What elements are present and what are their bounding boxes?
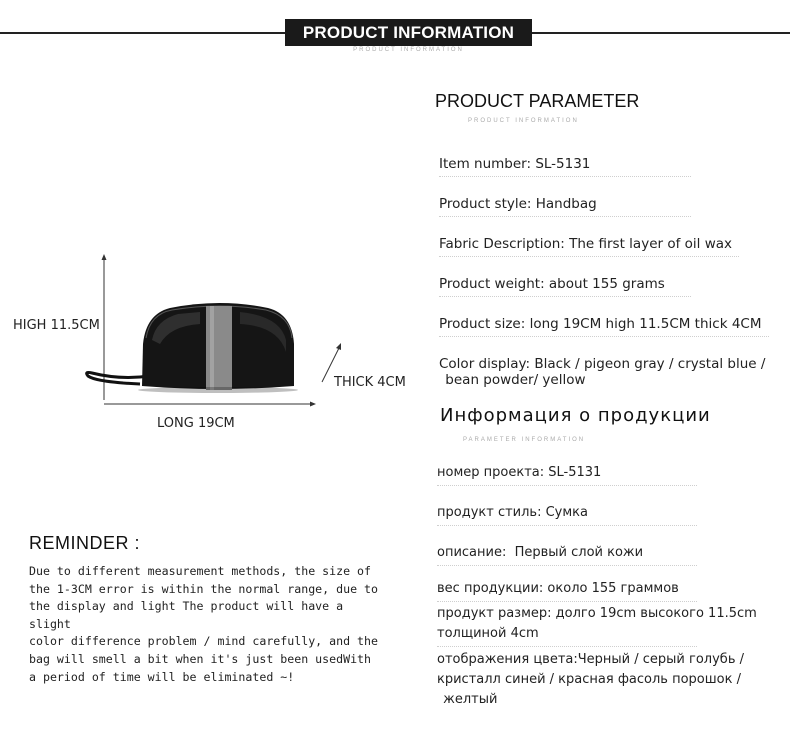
length-label: LONG 19CM [157, 416, 235, 431]
reminder-line: bag will smell a bit when it's just been usedWith [29, 651, 372, 666]
height-label: HIGH 11.5CM [13, 318, 100, 333]
ru-colors-cont2: желтый [439, 692, 498, 707]
ru-size: продукт размер: долго 19cm высокого 11.5cm [437, 606, 757, 621]
parameters-title: PRODUCT PARAMETER [435, 91, 640, 111]
page-title: PRODUCT INFORMATION [285, 19, 532, 46]
reminder-line: the display and light The product will have a slight [29, 599, 344, 631]
param-weight: Product weight: about 155 grams [439, 276, 691, 297]
ru-style: продукт стиль: Сумка [437, 505, 697, 526]
product-figure [0, 240, 420, 440]
ru-size-cont: толщиной 4cm [437, 626, 697, 647]
param-colors-cont: bean powder/ yellow [441, 372, 586, 388]
page-subtitle: PRODUCT INFORMATION [353, 47, 464, 53]
ru-item-number: номер проекта: SL-5131 [437, 465, 697, 486]
reminder-line: color difference problem / mind carefully, and the [29, 634, 379, 649]
ru-colors: отображения цвета:Черный / серый голубь / [437, 652, 744, 667]
bag-illustration [0, 240, 420, 440]
param-size: Product size: long 19CM high 11.5CM thick 4CM [439, 316, 769, 337]
reminder-title: REMINDER : [29, 533, 141, 553]
param-colors: Color display: Black / pigeon gray / crystal blue / [439, 356, 766, 372]
parameters-subtitle: PRODUCT INFORMATION [468, 118, 579, 124]
thickness-label: THICK 4CM [334, 375, 406, 390]
ru-description: описание: Первый слой кожи [437, 545, 697, 566]
reminder-line: a period of time will be eliminated ~! [29, 669, 295, 684]
param-item-number: Item number: SL-5131 [439, 156, 691, 177]
parameters-ru-subtitle: PARAMETER INFORMATION [463, 437, 586, 443]
reminder-line: the 1-3CM error is within the normal range, due to [29, 581, 379, 596]
ru-colors-cont: кристалл синей / красная фасоль порошок / [437, 672, 741, 687]
ru-weight: вес продукции: около 155 граммов [437, 581, 697, 602]
parameters-ru-title: Информация о продукции [440, 405, 711, 426]
reminder-line: Due to different measurement methods, the size of [29, 564, 372, 578]
param-fabric: Fabric Description: The first layer of oil wax [439, 236, 739, 257]
param-style: Product style: Handbag [439, 196, 691, 217]
reminder-text [29, 563, 389, 686]
